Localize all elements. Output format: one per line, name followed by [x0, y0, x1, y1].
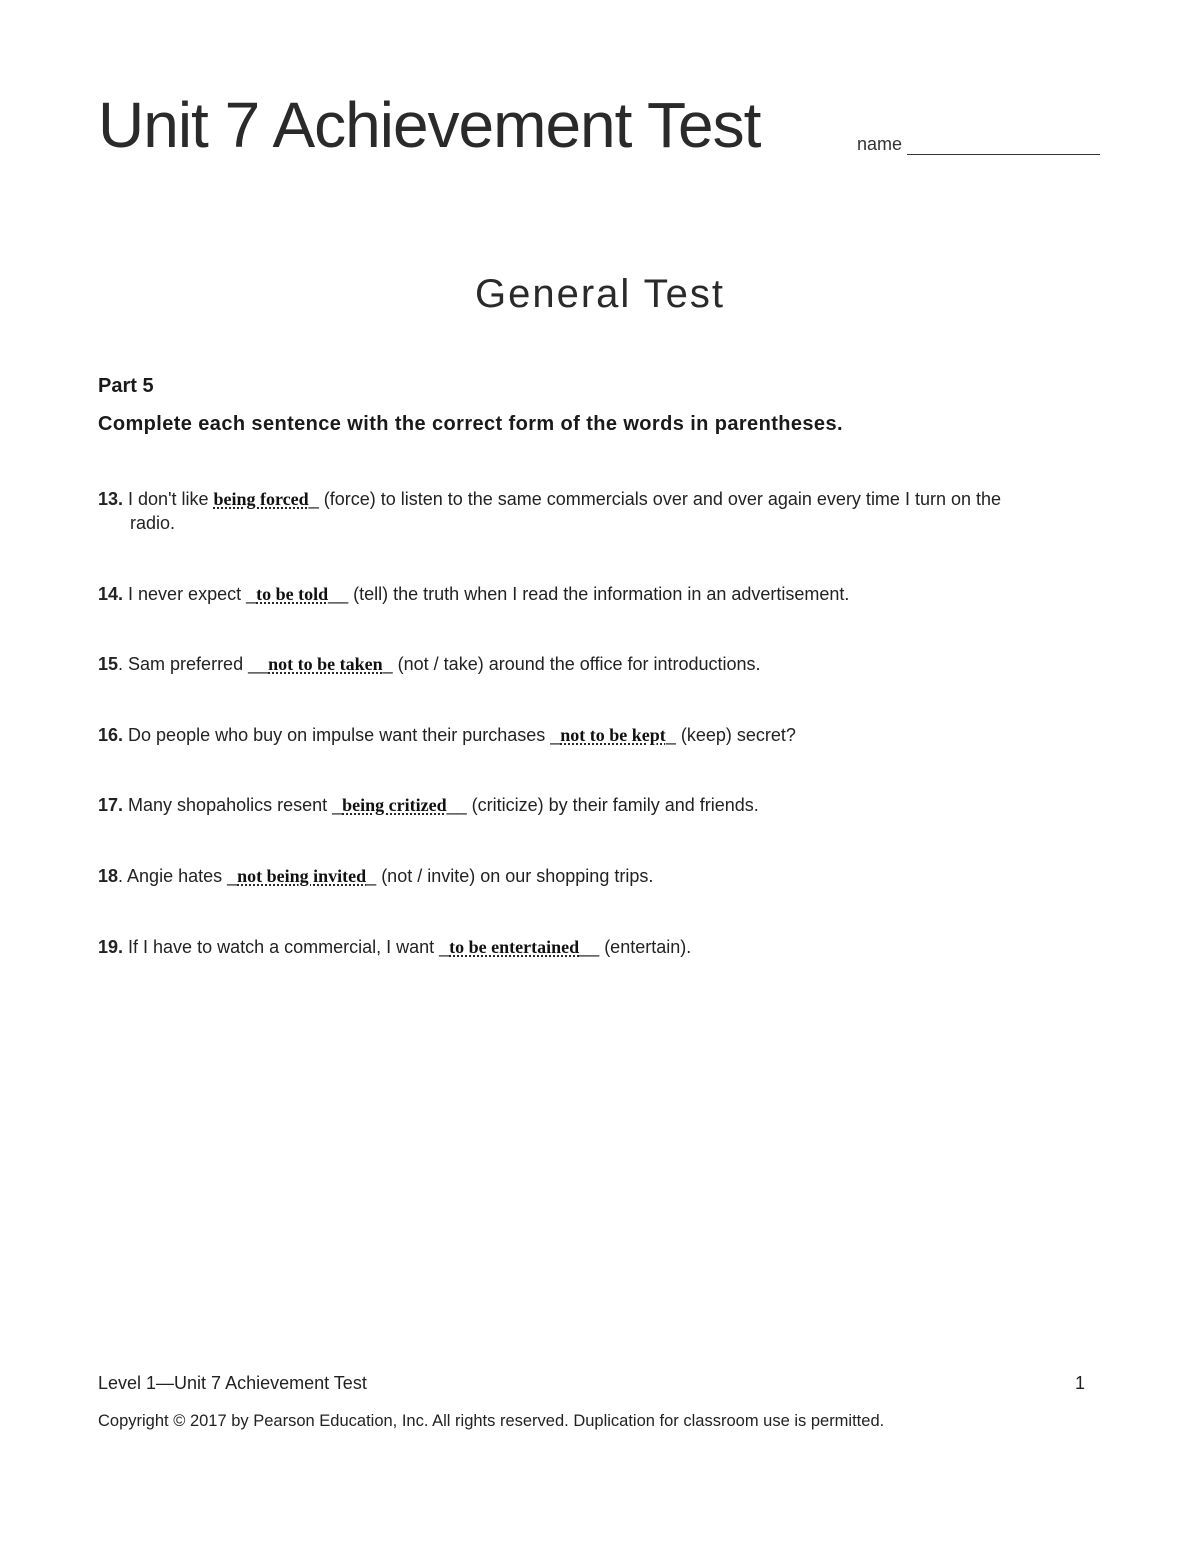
answer-text: being forced: [213, 489, 309, 509]
copyright-notice: Copyright © 2017 by Pearson Education, Inc. All rights reserved. Duplication for classroom use is permitted.: [98, 1412, 885, 1430]
question-text-before: . Sam preferred: [118, 654, 249, 674]
question-17: [98, 793, 1098, 817]
answer-blank-pre: _: [246, 584, 257, 604]
name-label: name: [857, 134, 903, 154]
question-number: 17.: [98, 795, 124, 815]
answer-blank-post: __: [328, 584, 349, 604]
question-text-continuation: radio.: [130, 513, 176, 533]
answer-text: not to be taken: [268, 654, 383, 674]
answer-blank-pre: _: [550, 725, 561, 745]
question-text-before: If I have to watch a commercial, I want: [123, 937, 440, 957]
test-subtitle: General Test: [474, 272, 726, 316]
question-14: [98, 582, 1098, 606]
question-text-after: (not / invite) on our shopping trips.: [376, 866, 654, 886]
question-text-after: (entertain).: [599, 937, 692, 957]
question-text-after: (not / take) around the office for introductions.: [392, 654, 761, 674]
answer-blank-post: _: [382, 654, 393, 674]
answer-blank-pre: __: [248, 654, 269, 674]
name-blank-line: [907, 154, 1100, 155]
question-13: [98, 487, 1098, 535]
question-number: 14.: [98, 584, 124, 604]
question-number: 19.: [98, 937, 124, 957]
part-heading: Part 5: [98, 375, 154, 397]
question-number: 13.: [98, 489, 124, 509]
question-19: [98, 935, 1098, 959]
question-number: 16.: [98, 725, 124, 745]
question-text-before: Do people who buy on impulse want their purchases: [123, 725, 551, 745]
answer-blank-post: _: [366, 866, 377, 886]
answer-text: being critized: [342, 795, 447, 815]
answer-blank-pre: _: [439, 937, 450, 957]
answer-text: not being invited: [237, 866, 367, 886]
question-18: [98, 864, 1098, 888]
question-text-after: (keep) secret?: [675, 725, 796, 745]
question-text-after: (force) to listen to the same commercials over and over again every time I turn on the: [318, 489, 1002, 509]
question-15: [98, 652, 1098, 676]
answer-blank-pre: _: [332, 795, 343, 815]
question-text-after: (criticize) by their family and friends.: [466, 795, 759, 815]
answer-text: to be told: [256, 584, 329, 604]
answer-blank-post: _: [665, 725, 676, 745]
answer-blank-post: __: [579, 937, 600, 957]
answer-blank-pre: _: [227, 866, 238, 886]
footer-title: Level 1—Unit 7 Achievement Test: [98, 1373, 367, 1393]
page-number: 1: [1075, 1373, 1086, 1393]
question-text-before: . Angie hates: [118, 866, 228, 886]
instructions: Complete each sentence with the correct form of the words in parentheses.: [98, 413, 843, 435]
question-16: [98, 723, 1098, 747]
question-text-before: I don't like: [123, 489, 214, 509]
question-number: 18: [98, 866, 119, 886]
answer-text: not to be kept: [560, 725, 666, 745]
question-text-after: (tell) the truth when I read the information in an advertisement.: [348, 584, 850, 604]
answer-blank-post: __: [446, 795, 467, 815]
question-text-before: Many shopaholics resent: [123, 795, 333, 815]
answer-text: to be entertained: [449, 937, 580, 957]
question-number: 15: [98, 654, 119, 674]
question-text-before: I never expect: [123, 584, 247, 604]
answer-blank-post: _: [308, 489, 319, 509]
page-title: Unit 7 Achievement Test: [98, 89, 761, 161]
